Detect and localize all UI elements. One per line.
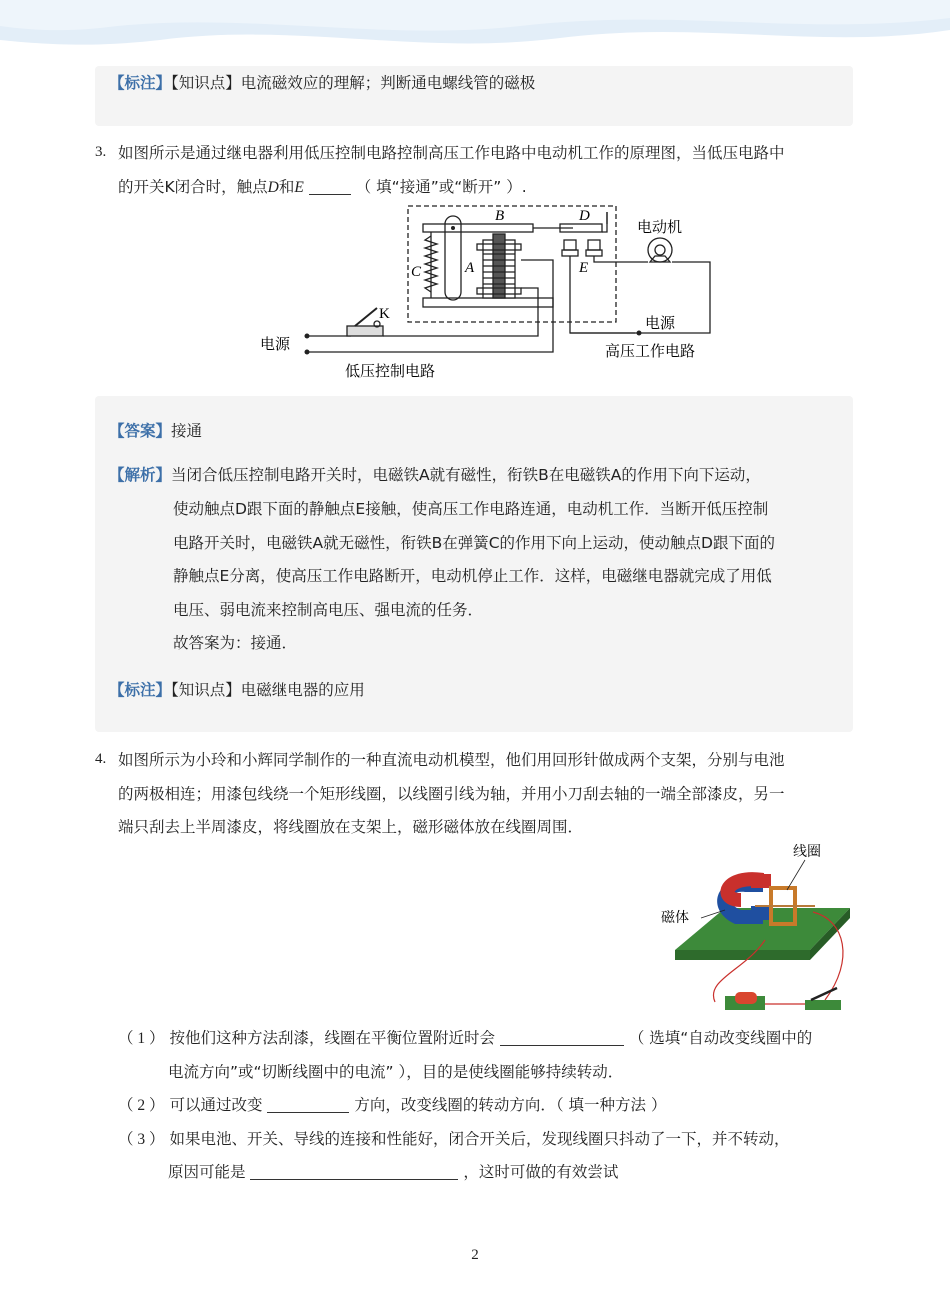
- note-text: 【知识点】电磁继电器的应用: [171, 681, 365, 699]
- analysis-tag: 【解析】: [109, 466, 172, 484]
- q4-sub2: [118, 1094, 666, 1117]
- q3-answer: [109, 420, 202, 442]
- q3-line2-post: （ 填“接通”或“断开” ）.: [355, 178, 527, 196]
- label-e: E: [579, 260, 589, 276]
- relay-circuit-figure: [255, 200, 725, 385]
- motor-model-figure: [655, 840, 855, 1020]
- sub2-answer-blank[interactable]: [267, 1096, 349, 1113]
- q3-var-e: E: [294, 179, 304, 196]
- sub3-cont-pre: 原因可能是: [168, 1163, 246, 1181]
- label-low-circuit: 低压控制电路: [345, 362, 436, 380]
- q3-analysis-line1: [109, 464, 761, 486]
- q3-text-line1: 如图所示是通过继电器利用低压控制电路控制高压工作电路中电动机工作的原理图，当低压电路中: [118, 144, 785, 162]
- q3-note: [109, 679, 365, 701]
- answer-tag: 【答案】: [109, 422, 172, 440]
- label-k: K: [379, 306, 390, 322]
- sub3-answer-blank[interactable]: [250, 1163, 458, 1180]
- sub2-text-pre: 可以通过改变: [169, 1096, 263, 1114]
- label-c: C: [411, 264, 422, 280]
- q4-text-line1: 如图所示为小玲和小辉同学制作的一种直流电动机模型，他们用回形针做成两个支架，分别与电池: [118, 751, 785, 769]
- label-power-right: 电源: [645, 314, 676, 332]
- sub1-answer-blank[interactable]: [500, 1029, 624, 1046]
- sub1-text-cont: 电流方向”或“切断线圈中的电流” ），目的是使线圈能够持续转动．: [168, 1063, 624, 1081]
- label-coil: 线圈: [793, 844, 821, 860]
- analysis-text-4: 静触点E分离，使高压工作电路断开，电动机停止工作．这样，电磁继电器就完成了用低: [173, 567, 772, 585]
- analysis-text-3: 电路开关时，电磁铁A就无磁性，衔铁B在弹簧C的作用下向上运动，使动触点D跟下面的: [173, 534, 775, 552]
- note-tag: 【标注】: [109, 74, 172, 92]
- label-d: D: [579, 208, 590, 224]
- label-a: A: [465, 260, 475, 276]
- sub1-text-pre: 按他们这种方法刮漆，线圈在平衡位置附近时会: [169, 1029, 495, 1047]
- note-text: 【知识点】电流磁效应的理解；判断通电螺线管的磁极: [171, 74, 536, 92]
- label-magnet: 磁体: [661, 910, 689, 926]
- q3-var-d: D: [267, 179, 279, 196]
- q3-number: 3.: [95, 144, 107, 160]
- analysis-text-6: 故答案为：接通．: [173, 634, 298, 652]
- sub3-text-pre: 如果电池、开关、导线的连接和性能好，闭合开关后，发现线圈只抖动了一下，并不转动，: [169, 1130, 790, 1148]
- label-power-left: 电源: [260, 335, 291, 353]
- sub2-text-post: 方向，改变线圈的转动方向．（ 填一种方法 ）: [354, 1096, 667, 1114]
- sub1-number: （ 1 ）: [118, 1030, 165, 1047]
- q4-text-line3: 端只刮去上半周漆皮，将线圈放在支架上，磁形磁体放在线圈周围．: [118, 818, 584, 836]
- label-b: B: [495, 208, 505, 224]
- answer-text: 接通: [171, 422, 203, 440]
- note-tag: 【标注】: [109, 681, 172, 699]
- sub3-number: （ 3 ）: [118, 1131, 165, 1148]
- analysis-text-5: 电压、弱电流来控制高电压、强电流的任务．: [173, 601, 484, 619]
- page-number: 2: [471, 1247, 479, 1263]
- analysis-text-1: 当闭合低压控制电路开关时，电磁铁A就有磁性，衔铁B在电磁铁A的作用下向下运动，: [171, 466, 761, 484]
- q4-sub1: [118, 1027, 812, 1050]
- sub2-number: （ 2 ）: [118, 1097, 165, 1114]
- q4-number: 4.: [95, 751, 107, 767]
- header-wave-decoration: [0, 0, 950, 70]
- sub3-cont-post: ，这时可做的有效尝试: [463, 1163, 619, 1181]
- q3-text-line2: [118, 176, 527, 199]
- q3-answer-blank[interactable]: [309, 178, 351, 195]
- label-motor: 电动机: [637, 218, 683, 236]
- q4-text-line2: 的两极相连；用漆包线绕一个矩形线圈，以线圈引线为轴，并用小刀刮去轴的一端全部漆皮，另一: [118, 785, 785, 803]
- sub1-text-post: （ 选填“自动改变线圈中的: [628, 1029, 813, 1047]
- label-high-circuit: 高压工作电路: [605, 342, 696, 360]
- sub3-text-cont: [168, 1161, 618, 1183]
- q4-sub3: [118, 1128, 789, 1151]
- q3-answer-box: [95, 396, 853, 732]
- prev-note-box: [95, 66, 853, 126]
- prev-note: [109, 72, 535, 94]
- q3-and: 和: [278, 178, 295, 196]
- analysis-text-2: 使动触点D跟下面的静触点E接触，使高压工作电路连通，电动机工作．当断开低压控制: [173, 500, 769, 518]
- q3-line2-pre: 的开关K闭合时，触点: [118, 178, 268, 196]
